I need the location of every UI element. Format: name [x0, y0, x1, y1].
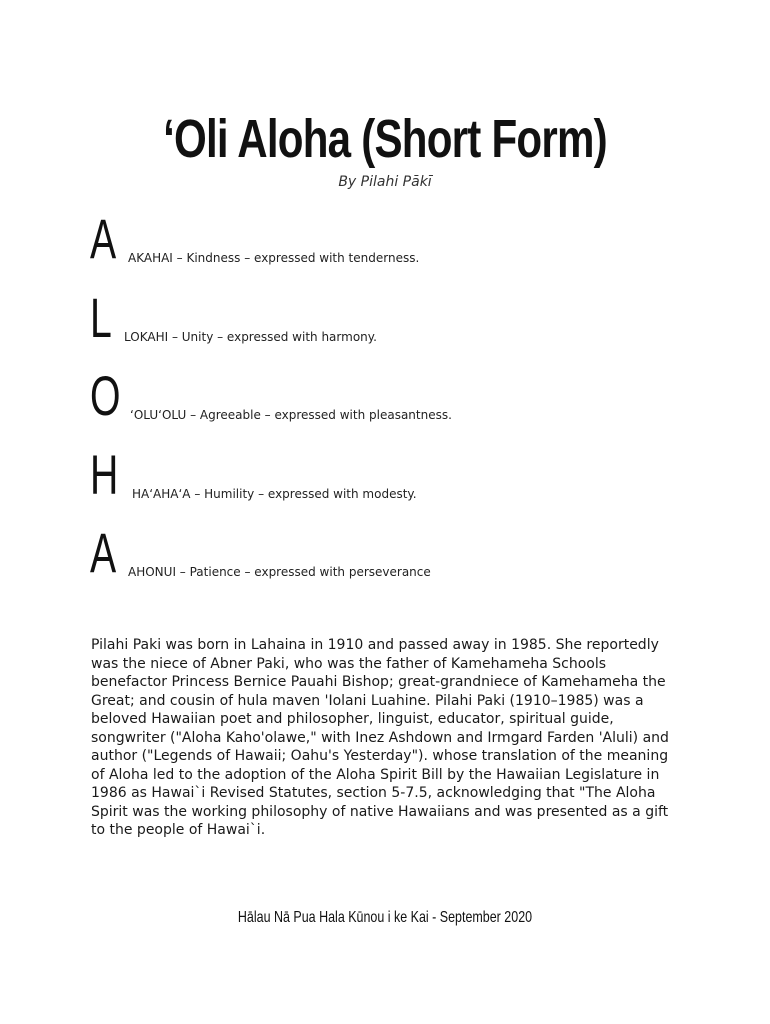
footer-credit: Hālau Nā Pua Hala Kūnou i ke Kai - September 2020 [237, 909, 533, 926]
acrostic-definition: LOKAHI – Unity – expressed with harmony. [124, 330, 377, 344]
acrostic-row-ahonui [90, 521, 690, 584]
acrostic-definition: ʻOLUʻOLU – Agreeable – expressed with pleasantness. [130, 408, 452, 422]
acrostic-definition: AHONUI – Patience – expressed with perseverance [128, 565, 431, 579]
acrostic-letter: A [90, 521, 117, 584]
page-title: ‘Oli Aloha (Short Form) [163, 109, 607, 169]
acrostic-letter: L [90, 286, 112, 349]
biography-paragraph: Pilahi Paki was born in Lahaina in 1910 and passed away in 1985. She reportedly was the niece of Abner Paki, who was the father of Kamehameha Schools benefactor Princess Bernice Pauahi Bishop; great-grandniece of Kamehameha the Great; and cousin of hula maven 'Iolani Luahine. Pilahi Paki (1910–1985) was a beloved Hawaiian poet and philosopher, linguist, educator, spiritual guide, songwriter ("Aloha Kaho'olawe," with Inez Ashdown and Irmgard Farden 'Aluli) and author ("Legends of Hawaii; Oahu's Yesterday"). whose translation of the meaning of Aloha led to the adoption of the Aloha Spirit Bill by the Hawaiian Legislature in 1986 as Hawai`i Revised Statutes, section 5-7.5, acknowledging that "The Aloha Spirit was the working philosophy of native Hawaiians and was presented as a gift to the people of Hawai`i. [91, 637, 669, 838]
acrostic-letter: O [90, 364, 121, 427]
author-byline: By Pilahi Pākī [338, 174, 432, 190]
acrostic-definition: AKAHAI – Kindness – expressed with tenderness. [128, 251, 420, 265]
acrostic-definition: HAʻAHAʻA – Humility – expressed with modesty. [132, 487, 417, 501]
acrostic-row-lokahi [90, 286, 690, 349]
acrostic-letter: A [90, 207, 117, 270]
acrostic-row-haahaa [90, 443, 690, 506]
acrostic-row-akahai [90, 207, 690, 270]
acrostic-row-oluolu [90, 364, 690, 427]
acrostic-letter: H [90, 443, 119, 506]
